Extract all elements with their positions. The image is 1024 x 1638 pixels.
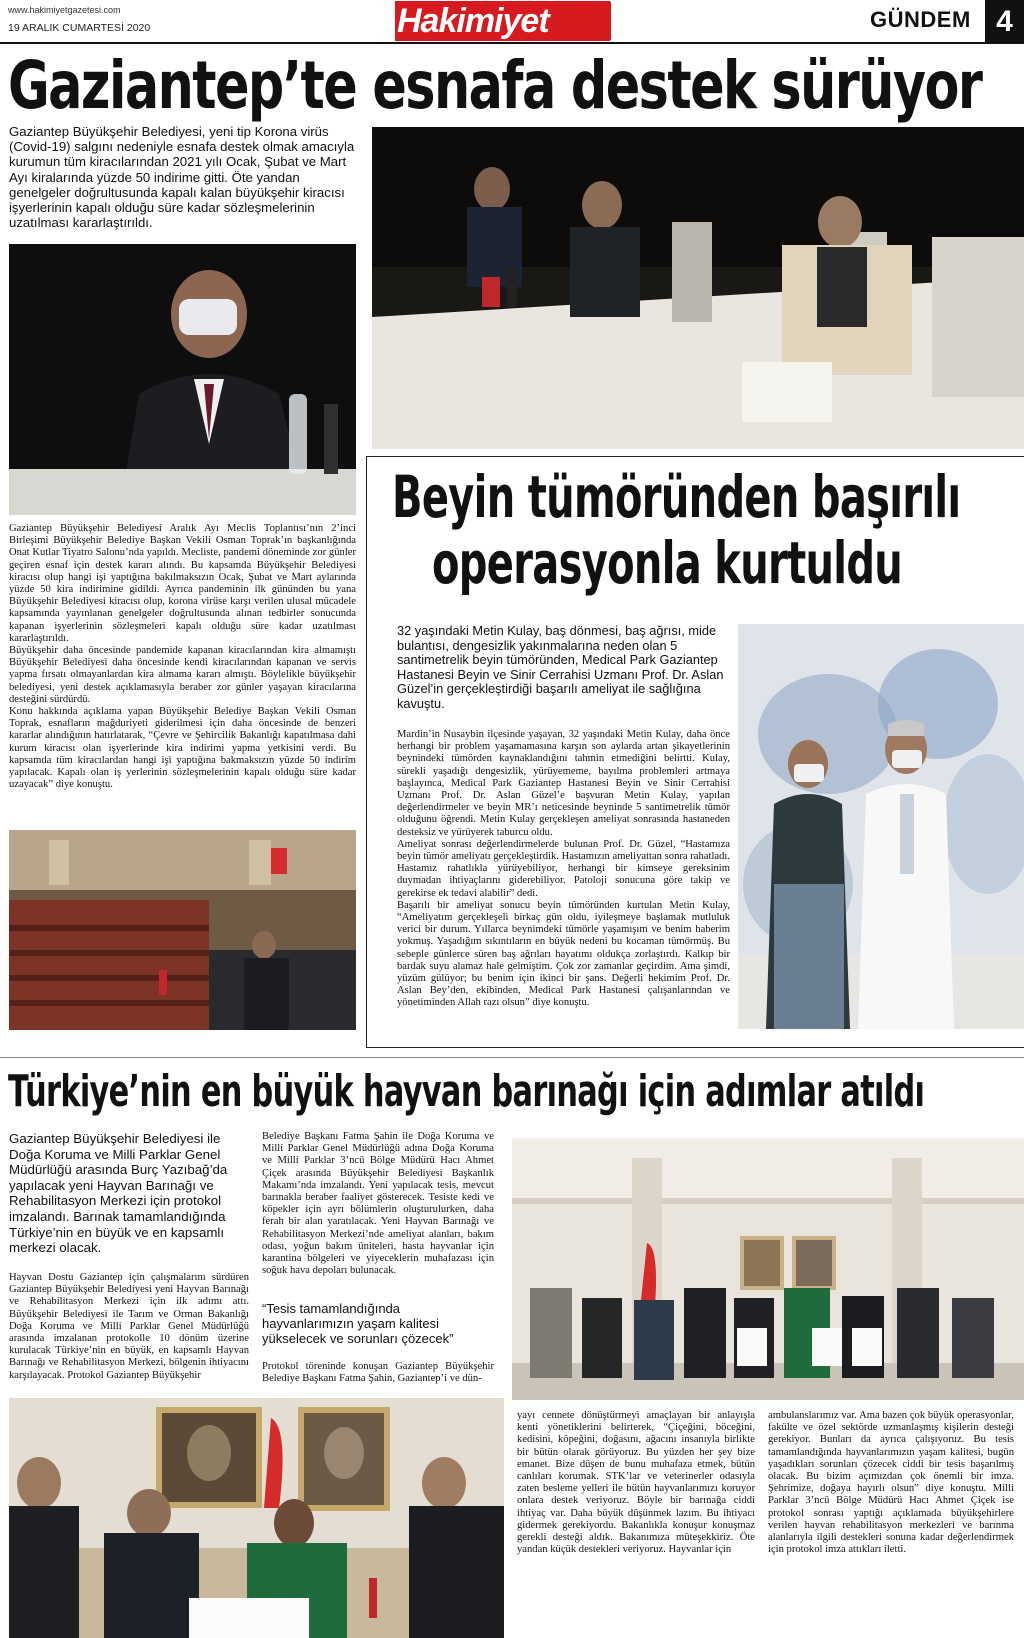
article3-lead: Gaziantep Büyükşehir Belediyesi ile Doğa Koruma ve Milli Parklar Genel Müdürlüğü arasında Burç Yazıbağ’da yapılacak yeni Hayvan Barınağı ve Rehabilitasyon Merkezi için protokol imzalandı. Barınak tamamlandığında Türkiye’nin en büyük ve en kapsamlı merkezi olacak.: [9, 1131, 228, 1256]
osman-toprak-photo: [9, 244, 356, 515]
article3-top-rule: [0, 1057, 1024, 1058]
article1-paragraph: Büyükşehir daha öncesinde pandemide kapanan kiracılarından kira almamıştı Büyükşehir Belediyesi daha öncesinde kendi kiracılarından kapanan ve servis yapma fırsatı olmayanlardan kira almama kararı almıştı. Böylelikle büyükşehir belediyesi, yeni destek açıklamasıyla beraber zor günler yaşayan kiracılarına desteğini sürdürdü.: [9, 645, 356, 705]
article2-paragraph: Ameliyat sonrası değerlendirmelerde bulunan Prof. Dr. Güzel, “Hastamıza beyin tümör ameliyatı gerçekleştirdik. Hastamızın ameliyattan sonra rahatladı. Hastamız rahatlıkla yürüyebiliyor, herhangi bir kimseye gereksinim duymadan ihtiyaçlarını giderebiliyor. Patoloji sonucuna göre takip ve gerekirse ek tedavi alabilir” dedi.: [397, 838, 730, 899]
website-url[interactable]: www.hakimiyetgazetesi.com: [8, 5, 121, 15]
issue-date: 19 ARALIK CUMARTESİ 2020: [8, 22, 151, 34]
article1-headline: Gaziantep’te esnafa destek sürüyor: [8, 47, 982, 124]
article3-headline: Türkiye’nin en büyük hayvan barınağı için adımlar atıldı: [8, 1066, 925, 1117]
article3-col2: Belediye Başkanı Fatma Şahin ile Doğa Koruma ve Milli Parklar Genel Müdürlüğü adına Doğa Koruma ve Milli Parklar 3’ncü Bölge Müdürü Hacı Ahmet Çiçek arasında Büyükşehir Belediyesi Başkanlık Makamı’nda imzalandı. Yeni yapılacak tesis, mevcut barınakla beraber faaliyet gösterecek. Tesiste kedi ve köpekler için ayrı bölümlerin oluşturulurken, daha ferah bir alan yaratılacak. Yeni Hayvan Barınağı ve Rehabilitasyon Merkezi’nde ameliyat alanları, bakım odası, yoğun bakım üniteleri, hasta hayvanlar için karantina bölgeleri ve yiyeceklerin muhafazası için soğuk hava depoları bulunacak.: [262, 1131, 494, 1277]
page-number: 4: [985, 0, 1024, 44]
article2-lead: 32 yaşındaki Metin Kulay, baş dönmesi, baş ağrısı, mide bulantısı, dengesizlik yakınmalarına neden olan 5 santimetrelik beyin tümöründen, Medical Park Gaziantep Hastanesi Beyin ve Sinir Cerrahisi Uzmanı Prof. Dr. Aslan Güzel’in gerçekleştirdiği başarılı ameliyat ile sağlığına kavuştu.: [397, 624, 724, 711]
header-rule: [0, 42, 1024, 44]
article1-body: [9, 523, 356, 826]
council-meeting-photo: [372, 127, 1024, 449]
article1-paragraph: Konu hakkında açıklama yapan Büyükşehir Belediye Başkan Vekili Osman Toprak, esnafların mağduriyeti giderilmesi için daha öncesinde de benzeri kararlar alındığının hatırlatarak, “Çevre ve Şehircilik Bakanlığı kapatılmasa dahi kurum kiracısı olan işyerlerinde kira indirimi yapma yetkisini verdi. Bu kapsamda tüm kiracılardan hangi işi yaptığına bakmaksızın yüzde 50 indirim yapılacak. Kapalı olan iş yerlerinin sözleşmelerinin kapalı olduğu süre kadar uzayacak” diye konuştu.: [9, 706, 356, 791]
protocol-group-photo: [512, 1138, 1024, 1400]
article3-quote: “Tesis tamamlandığında hayvanlarımızın yaşam kalitesi yükselecek ve sorunları çözecek”: [262, 1302, 454, 1346]
article2-headline-line1: Beyin tümöründen başırılı: [392, 463, 961, 531]
article3-col3: yayı cennete dönüştürmeyi amaçlayan bir anlayışla kenti yönetiklerini belirterek, “Çiçeğini, böceğini, kedisini, köpeğini, doğasını, ağacını insanıyla birlikte bir bütün olarak görüyoruz. Bu yüzden her şey bize emanet. Bize düşen de bunu muhafaza etmek, bütün canlıları korumak. STK’lar ve veterinerler odasıyla zaten besleme yelleri ile bütün hayvanlarımızı koruyor onlara destek veriyoruz. Böyle bir barınağa ciddi ihtiyaç var. Daha büyük düşünmek lazım. Bu ihtiyacı gidermek gerekiyordu. Bakanlıkla konuşur konuşmaz gerekli desteği aldık. Bakanımıza müteşekkiriz. Öte yandan küçük destekleri veriyoruz. Hayvanlar için: [517, 1410, 755, 1556]
article3-col2b: Protokol töreninde konuşan Gaziantep Büyükşehir Belediye Başkanı Fatma Şahin, Gaziantep’i ve dün-: [262, 1361, 494, 1385]
protocol-signing-photo: [9, 1398, 504, 1638]
article2-frame: [366, 456, 1024, 1048]
article2-paragraph: Başarılı bir ameliyat sonucu beyin tümöründen kurtulan Metin Kulay, “Ameliyatım gerçekleşeli birkaç gün oldu, iyileşmeye başlamak mutluluk verici bir durum. Yıllarca beynimdeki tümörle yaşamışım ve benim haberim yokmuş. Yaşadığım sıkıntıların en büyük nedeni bu kocaman tümörmüş. Bu sebeple günlerce süren baş ağrıları hayatımı oldukça zorlaştırdı. Kalkıp bir bardak suyu alamaz hale gelmiştim. Çok zor zamanlar geçirdim. Ama şimdi, yüzüm gülüyor; bu benim için ikinci bir şans. Değerli hekimim Prof. Dr. Aslan Bey’den, ekibinden, Medical Park Hastanesi çalışanlarından ve yönetiminden Allah razı olsun” diye konuştu.: [397, 899, 730, 1009]
masthead-logo: [383, 1, 611, 41]
article2-paragraph: Mardin’in Nusaybin ilçesinde yaşayan, 32 yaşındaki Metin Kulay, daha önce herhangi bir problem yaşamamasına karşın son aylarda artan şikayetlerinin beynindeki tümörden kaynaklandığını tahmin etmediğini belirtti. Kulay, sürekli yaşadığı dengesizlik, yürüyememe, bayılma problemleri artmaya başlayınca, Medical Park Gaziantep Hastanesi Beyin ve Sinir Cerrahisi Uzmanı Prof. Dr. Aslan Güzel’e başvuran Metin Kulay, yapılan değerlendirmeler ve beyin MR’ı neticesinde beyninde 5 santimetrelik tümör olduğunu öğrendi. Metin Kulay gerçekleşen ameliyat sonrasında hastaneden desteksiz ve yürüyerek taburcu oldu.: [397, 729, 730, 838]
article1-paragraph: Gaziantep Büyükşehir Belediyesi Aralık Ayı Meclis Toplantısı’nın 2’inci Birleşimi Büyükşehir Belediye Başkan Vekili Osman Toprak’ın başkanlığında Onat Kutlar Tiyatro Salonu’nda yapıldı. Mecliste, pandemi döneminde zor günler geçiren esnaf için destek kararı alındı. Bu kapsamda Büyükşehir Belediyesi kiracısı olup hangi işi yaptığına bakılmaksızın Ocak, Şubat ve Mart aylarında yüzde 50 kira indirimine gidildi. Ayrıca pandeminin ilk gününden bu yana Büyükşehir Belediyesi kiracısı olup, korona virüse karşı verilen ulusal mücadele kapsamında yayınlanan genelgeler doğrultusunda alınan tedbirler sonucunda kapanan işyerlerinin sözleşmeleri kapalı olduğu süre kadar uzatılması kararlaştırıldı.: [9, 523, 356, 644]
article2-headline-line2: operasyonla kurtuldu: [432, 529, 903, 597]
article3-col1: Hayvan Dostu Gaziantep için çalışmalarını sürdüren Gaziantep Büyükşehir Belediyesi yeni Hayvan Barınağı ve Rehabilitasyon Merkezi için ilk adımı attı. Büyükşehir Belediyesi ile Tarım ve Orman Bakanlığı Doğa Koruma ve Milli Parklar Genel Müdürlüğü arasında imzalanan protokolle 10 dönüm üzerine kurulacak Türkiye’nin en büyük, en kapsamlı Hayvan Barınağı ve Rehabilitasyon Merkezi, bölgenin ihtiyacını karşılayacak. Protokol Gaziantep Büyükşehir: [9, 1272, 249, 1381]
logo-text: Hakimiyet: [397, 2, 549, 40]
article1-lead: Gaziantep Büyükşehir Belediyesi, yeni tip Korona virüs (Covid-19) salgını nedeniyle esnafa destek olmak amacıyla kurumun tüm kiracılarından 2021 yılı Ocak, Şubat ve Mart Ayı kiralarında yüzde 50 indirime gitti. Öte yandan genelgeler doğrultusunda kapalı kalan büyükşehir kiracısı işyerlerinin kapalı olduğu süre kadar sözleşmelerinin uzatılması kararlaştırıldı.: [9, 124, 355, 231]
theatre-hall-photo: [9, 830, 356, 1030]
logo-stripe: [383, 1, 395, 41]
section-label: GÜNDEM: [870, 7, 971, 32]
article3-col4: ambulanslarımız var. Ama bazen çok büyük operasyonlar, fakülte ve özel sektörde uzmanlaşmış kişilerin desteği gerekiyor. Bunları da ayrıca çalışıyoruz. Bu tesis tamamlandığında hayvanlarımızın yaşam kalitesi, bugün yaşadıkları sorunları çözecek ciddi bir tesis başarılmış olacak. Bu bizim açımızdan çok önemli bir imza. Şehrimize, doğaya hayırlı olsun” diye konuştu. Milli Parklar 3’ncü Bölge Müdürü Hacı Ahmet Çiçek ise protokol sonrası yaptığı açıklamada büyükşehirlere verilen hayvan rehabilitasyon merkezleri ve barınma alanlarıyla ilgili destekleri sonuna kadar değerlendirmek için protokol imza attıkları iletti.: [768, 1410, 1014, 1556]
